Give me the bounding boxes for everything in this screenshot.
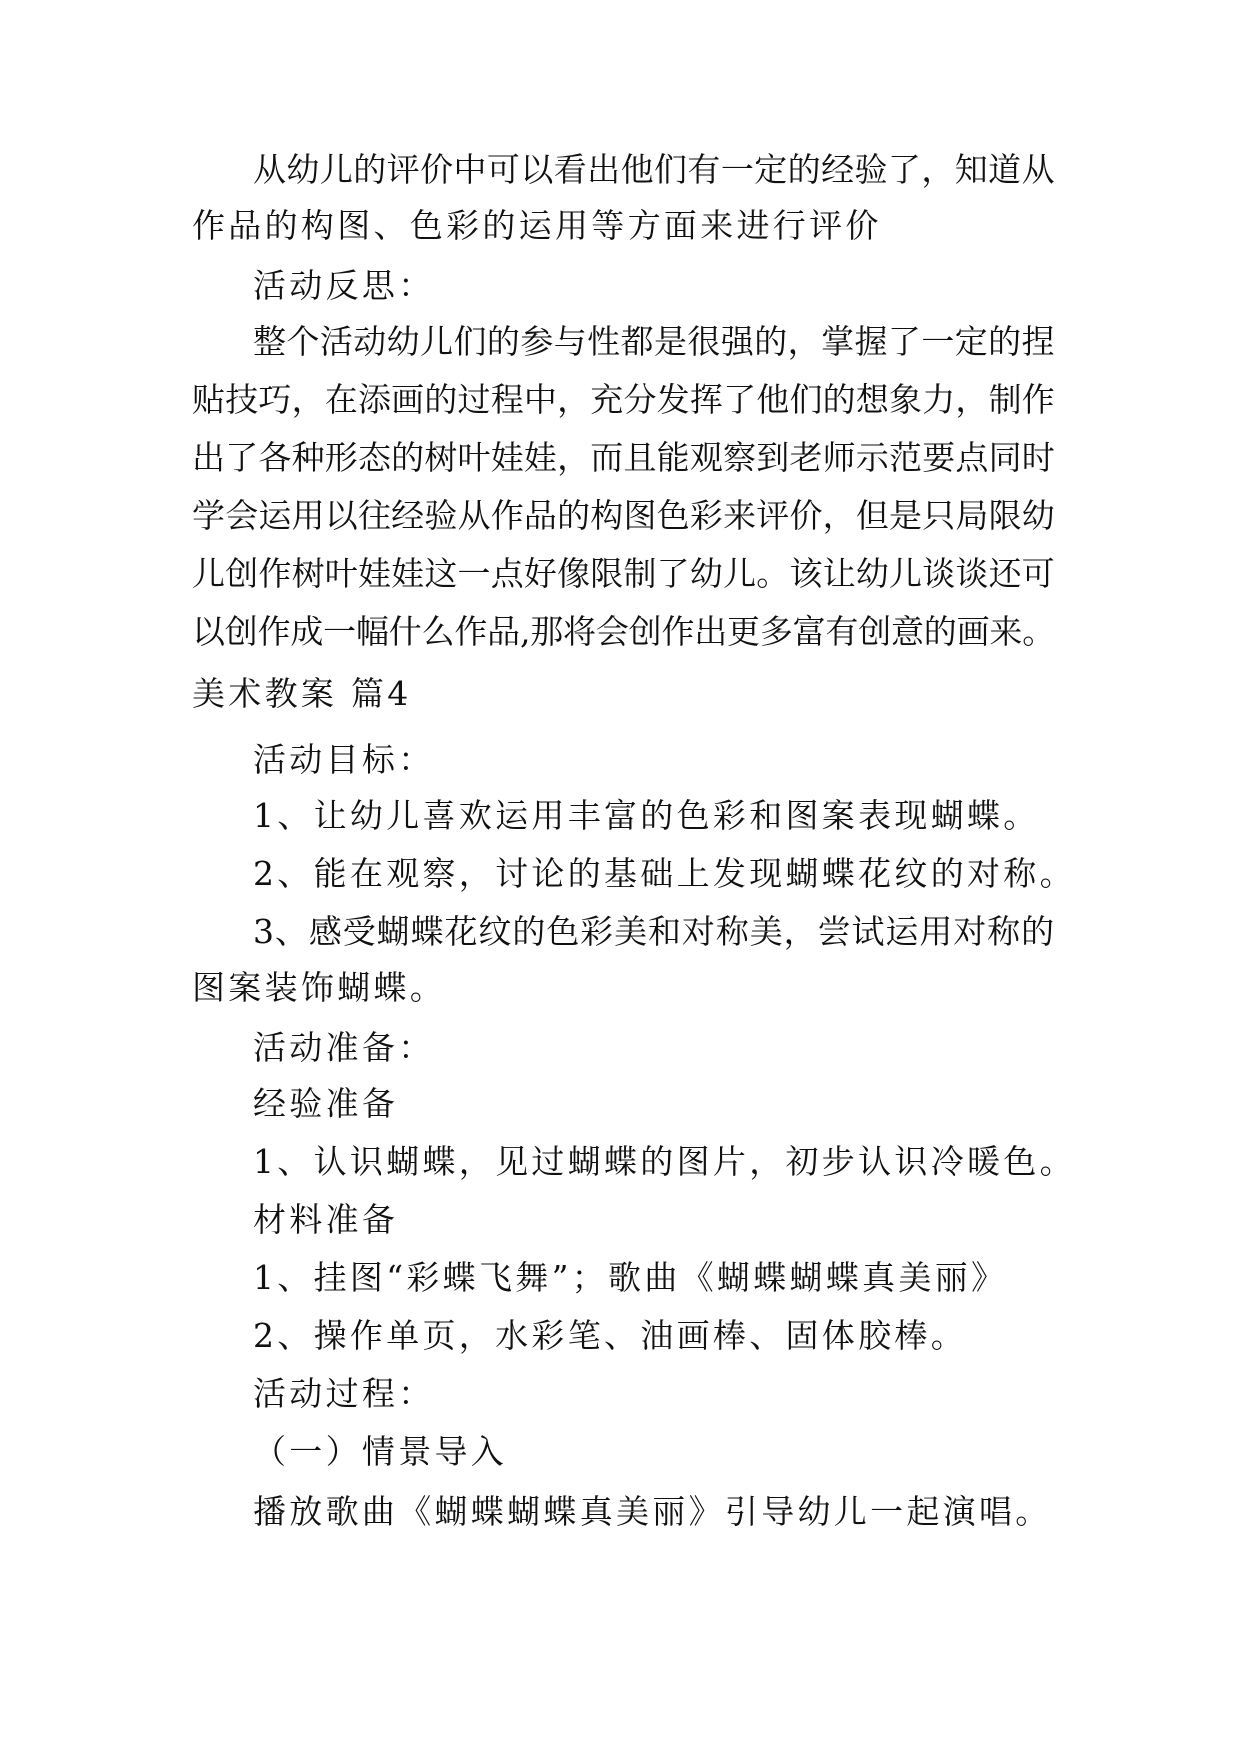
list-item: 1、挂图“彩蝶飞舞”；歌曲《蝴蝶蝴蝶真美丽》 (253, 1258, 1008, 1297)
subsection-heading: （一）情景导入 (253, 1432, 508, 1471)
section-heading: 活动过程： (253, 1374, 435, 1413)
text-line: 以创作成一幅什么作品,那将会创作出更多富有创意的画来。 (192, 612, 1055, 651)
section-heading: 活动反思： (253, 266, 435, 305)
list-item: 3、感受蝴蝶花纹的色彩美和对称美，尝试运用对称的 (253, 912, 1055, 951)
section-heading: 活动准备： (253, 1028, 435, 1067)
list-item: 1、让幼儿喜欢运用丰富的色彩和图案表现蝴蝶。 (253, 796, 1040, 835)
text-line: 播放歌曲《蝴蝶蝴蝶真美丽》引导幼儿一起演唱。 (253, 1492, 1052, 1531)
text-line: 儿创作树叶娃娃这一点好像限制了幼儿。该让幼儿谈谈还可 (192, 554, 1055, 593)
text-line: 学会运用以往经验从作品的构图色彩来评价，但是只局限幼 (192, 496, 1055, 535)
subsection-heading: 经验准备 (253, 1084, 399, 1123)
section-heading: 活动目标： (253, 740, 435, 779)
article-title: 美术教案 篇4 (192, 674, 412, 713)
text-line: 从幼儿的评价中可以看出他们有一定的经验了，知道从 (253, 150, 1055, 189)
text-line: 图案装饰蝴蝶。 (192, 968, 447, 1007)
text-line: 出了各种形态的树叶娃娃，而且能观察到老师示范要点同时 (192, 438, 1055, 477)
list-item: 1、认识蝴蝶，见过蝴蝶的图片，初步认识冷暖色。 (253, 1142, 1076, 1181)
list-item: 2、能在观察，讨论的基础上发现蝴蝶花纹的对称。 (253, 854, 1076, 893)
text-line: 作品的构图、色彩的运用等方面来进行评价 (192, 206, 882, 245)
list-item: 2、操作单页，水彩笔、油画棒、固体胶棒。 (253, 1316, 967, 1355)
text-line: 整个活动幼儿们的参与性都是很强的，掌握了一定的捏 (253, 322, 1055, 361)
subsection-heading: 材料准备 (253, 1200, 399, 1239)
text-line: 贴技巧，在添画的过程中，充分发挥了他们的想象力，制作 (192, 380, 1055, 419)
